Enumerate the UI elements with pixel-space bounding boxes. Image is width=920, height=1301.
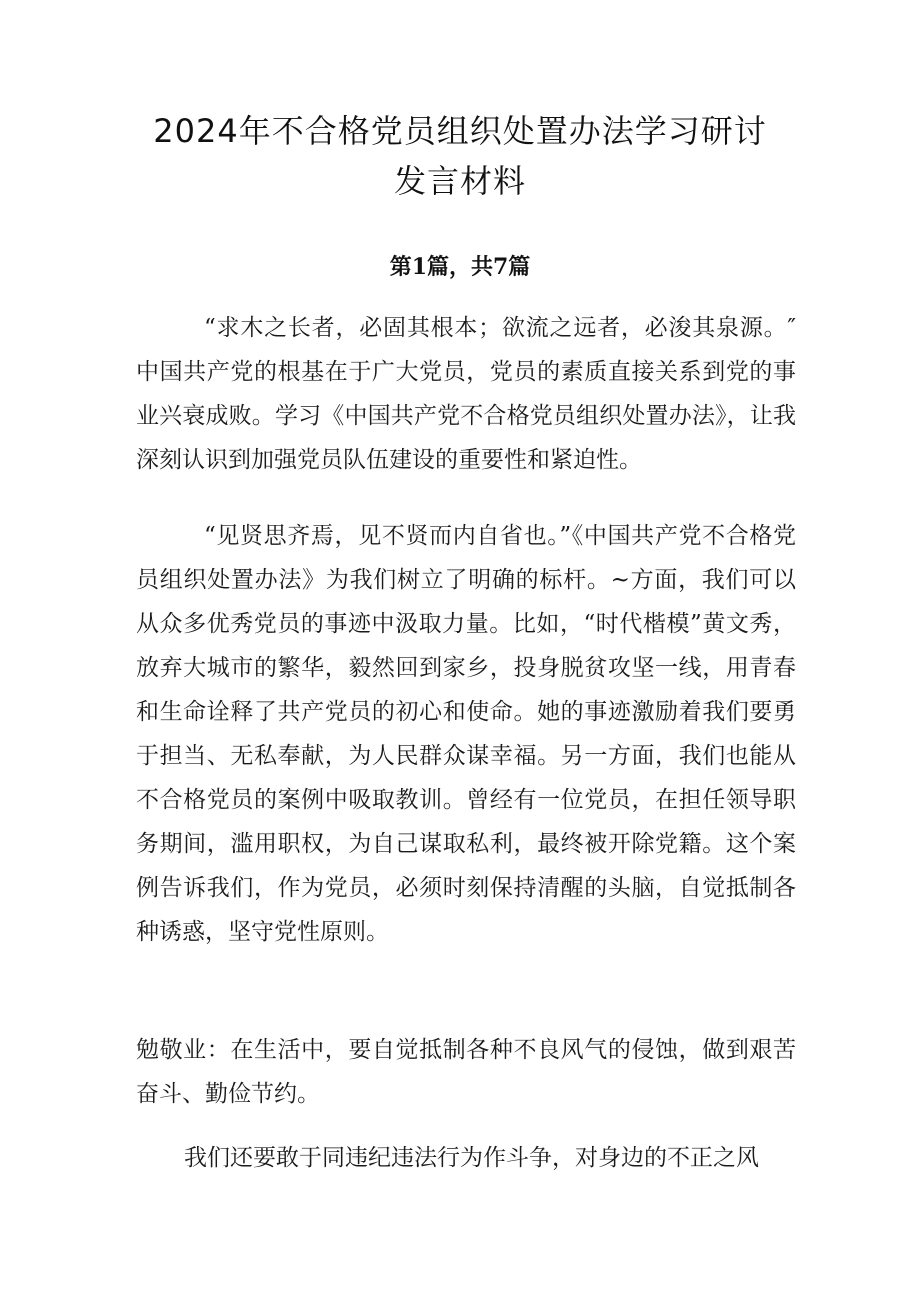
- paragraph-4: 我们还要敢于同违纪违法行为作斗争，对身边的不正之风: [184, 1145, 759, 1171]
- document-title-line-1: 2024年不合格党员组织处置办法学习研讨: [153, 112, 767, 150]
- paragraph-2: “见贤思齐焉，见不贤而内自省也。”《中国共产党不合格党员组织处置办法》为我们树立了明确的标杆。~方面，我们可以从众多优秀党员的事迹中汲取力量。比如，“时代楷模”黄文秀，放弃大城市的繁华，毅然回到家乡，投身脱贫攻坚一线，用青春和生命诠释了共产党员的初心和使命。她的事迹激励着我们要勇于担当、无私奉献，为人民群众谋幸福。另一方面，我们也能从不合格党员的案例中吸取教训。曾经有一位党员，在担任领导职务期间，滥用职权，为自己谋取私利，最终被开除党籍。这个案例告诉我们，作为党员，必须时刻保持清醒的头脑，自觉抵制各种诱惑，坚守党性原则。: [136, 523, 796, 945]
- paragraph-3: 勉敬业：在生活中，要自觉抵制各种不良风气的侵蚀，做到艰苦奋斗、勤俭节约。: [136, 1037, 796, 1107]
- document-title-line-2: 发言材料: [393, 162, 526, 200]
- paragraph-1: “求木之长者，必固其根本；欲流之远者，必浚其泉源。″中国共产党的根基在于广大党员，党员的素质直接关系到党的事业兴衰成败。学习《中国共产党不合格党员组织处置办法》，让我深刻认识到加强党员队伍建设的重要性和紧迫性。: [136, 315, 796, 473]
- article-counter: 第1篇，共7篇: [389, 254, 531, 280]
